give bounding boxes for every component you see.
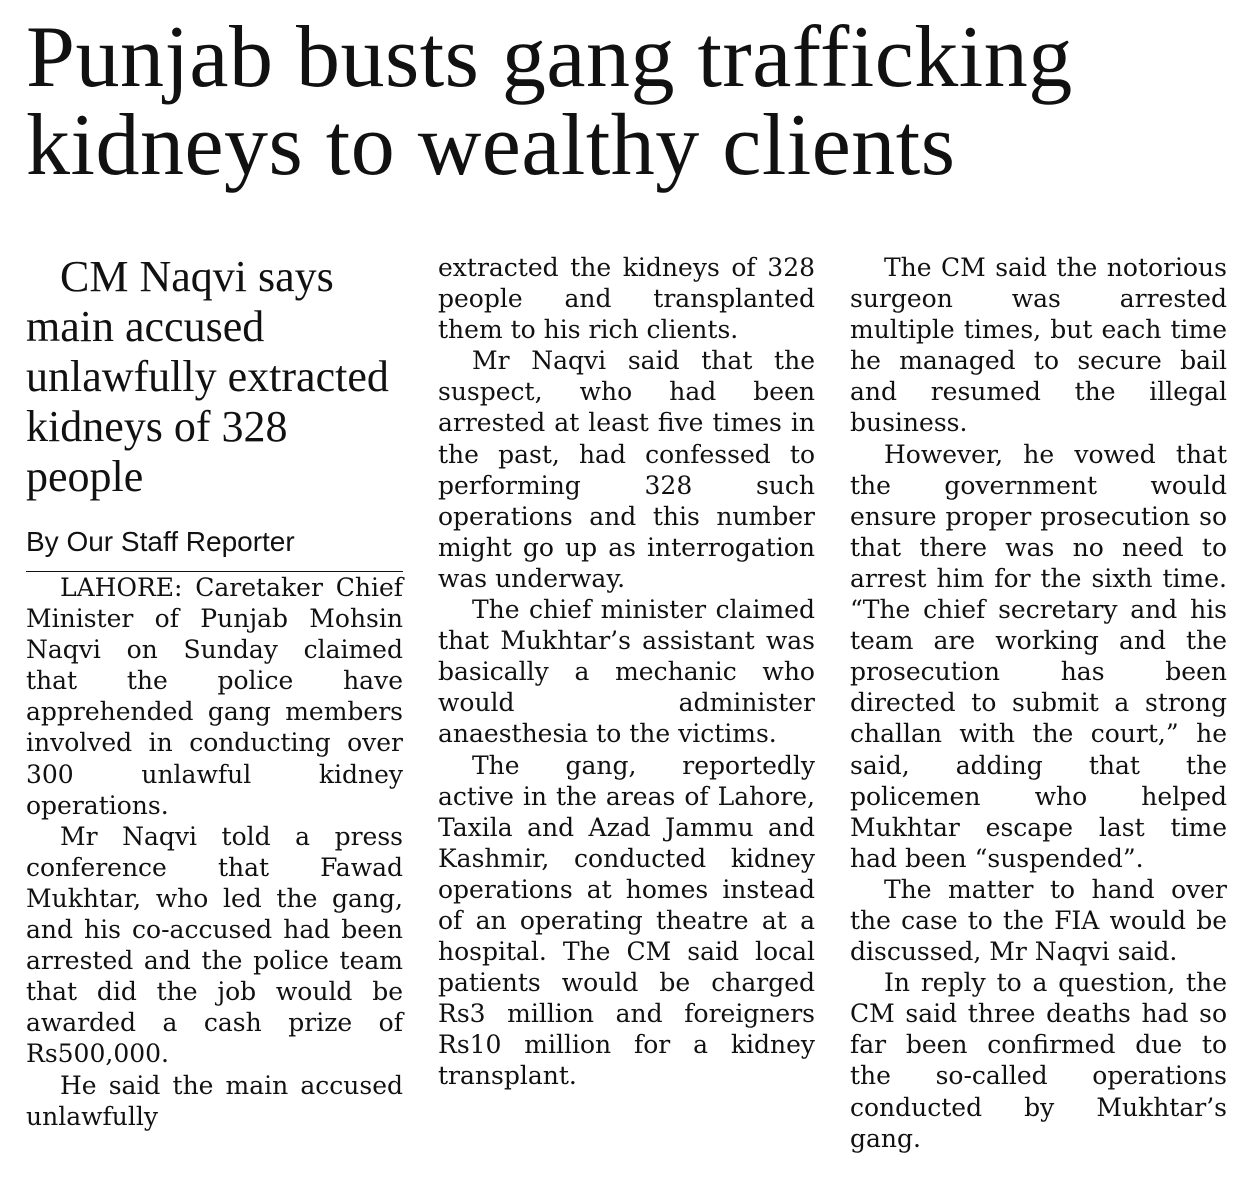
column-3 [850,252,1227,1154]
paragraph: The gang, reportedly active in the areas of Lahore, Taxila and Azad Jammu and Kashmir, conducted kidney operations at homes instead of an operating theatre at a hospital. The CM said local patients would be charged Rs3 million and foreigners Rs10 million for a kidney transplant. [438,750,815,1091]
paragraph: The chief minister claimed that Mukhtar’s assistant was basically a mechanic who would administer anaesthesia to the victims. [438,595,815,749]
paragraph: LAHORE: Caretaker Chief Minister of Punjab Mohsin Naqvi on Sunday claimed that the police have apprehended gang members involved in conducting over 300 unlawful kidney operations. [26,573,403,820]
deck: CM Naqvi says main accused unlawfully extracted kidneys of 328 people [26,252,389,501]
paragraph: He said the main accused unlawfully [26,1070,403,1131]
column-2 [438,252,815,1092]
headline: Punjab busts gang trafficking kidneys to wealthy clients [26,9,1073,194]
paragraph: The matter to hand over the case to the FIA would be discussed, Mr Naqvi said. [850,874,1227,967]
paragraph: extracted the kidneys of 328 people and transplanted them to his rich clients. [438,253,815,345]
column-1 [26,252,403,1132]
byline: By Our Staff Reporter [26,524,403,572]
paragraph: The CM said the notorious surgeon was arrested multiple times, but each time he managed to secure bail and resumed the illegal business. [850,253,1227,438]
paragraph: Mr Naqvi said that the suspect, who had been arrested at least five times in the past, had confessed to performing 328 such operations and this number might go up as interrogation was underway. [438,346,815,593]
paragraph: However, he vowed that the government would ensure proper prosecution so that there was no need to arrest him for the sixth time. “The chief secretary and his team are working and the prosecution has been directed to submit a strong challan with the court,” he said, adding that the policemen who helped Mukhtar escape last time had been “suspended”. [850,439,1227,873]
paragraph: Mr Naqvi told a press conference that Fawad Mukhtar, who led the gang, and his co-accused had been arrested and the police team that did the job would be awarded a cash prize of Rs500,000. [26,821,403,1069]
paragraph: In reply to a question, the CM said three deaths had so far been confirmed due to the so-called operations conducted by Mukhtar’s gang. [850,968,1227,1153]
